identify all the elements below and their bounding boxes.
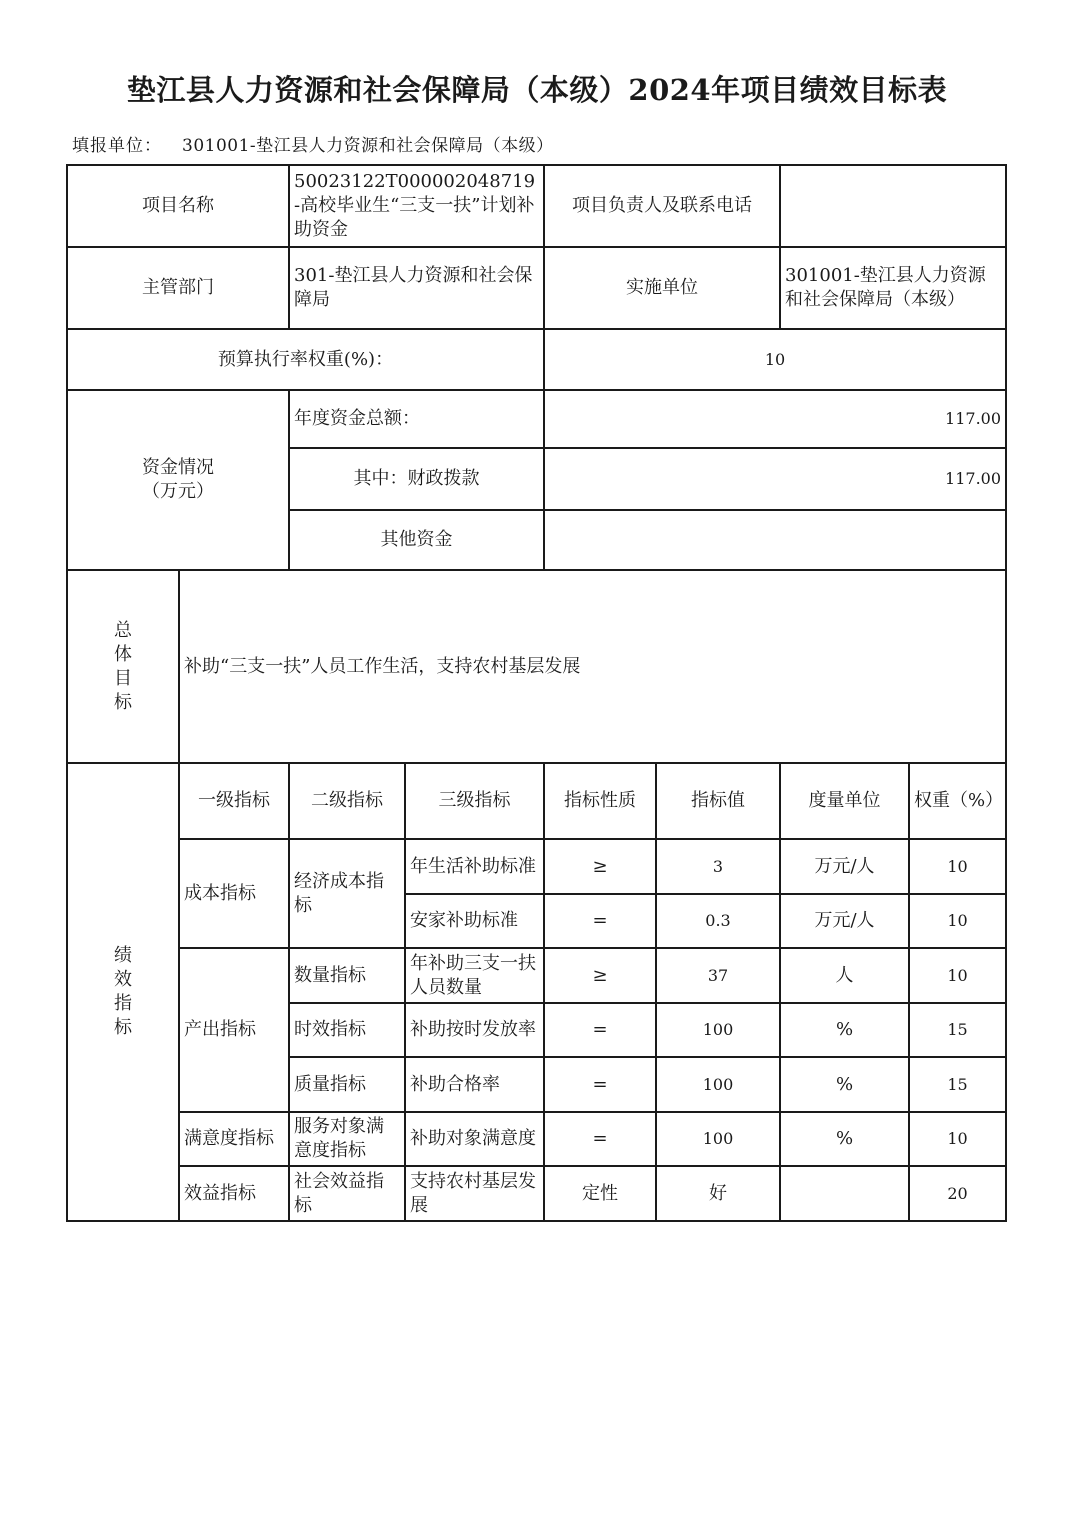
header-level3: 三级指标 — [405, 763, 544, 839]
department-row — [67, 247, 1006, 329]
level3-cell: 安家补助标准 — [405, 894, 544, 948]
budget-rate-row — [67, 329, 1006, 390]
unit-cell: 万元/人 — [780, 894, 909, 948]
value-cell: 100 — [656, 1112, 780, 1166]
overall-goal-text: 补助“三支一扶”人员工作生活，支持农村基层发展 — [179, 570, 1006, 763]
funds-other-value — [544, 510, 1006, 570]
level3-cell: 年补助三支一扶人员数量 — [405, 948, 544, 1003]
level3-cell: 支持农村基层发展 — [405, 1166, 544, 1221]
budget-rate-label: 预算执行率权重(%)： — [67, 329, 544, 390]
budget-rate-value: 10 — [544, 329, 1006, 390]
funds-total-row — [67, 390, 1006, 448]
level2-cell: 社会效益指标 — [289, 1166, 405, 1221]
group-output: 产出指标 — [179, 948, 289, 1112]
indicator-header-row — [67, 763, 1006, 839]
contact-label: 项目负责人及联系电话 — [544, 165, 780, 247]
header-nature: 指标性质 — [544, 763, 656, 839]
dept-value: 301-垫江县人力资源和社会保障局 — [289, 247, 544, 329]
impl-value: 301001-垫江县人力资源和社会保障局（本级） — [780, 247, 1006, 329]
table-row — [67, 1112, 1006, 1166]
weight-cell: 10 — [909, 1112, 1006, 1166]
level3-cell: 补助合格率 — [405, 1057, 544, 1112]
header-level2: 二级指标 — [289, 763, 405, 839]
weight-cell: 15 — [909, 1057, 1006, 1112]
fill-unit-value: 301001-垫江县人力资源和社会保障局（本级） — [182, 136, 554, 156]
performance-indicator-label — [67, 763, 179, 1221]
level2-cell: 服务对象满意度指标 — [289, 1112, 405, 1166]
level2-cell: 时效指标 — [289, 1003, 405, 1057]
table-row — [67, 1166, 1006, 1221]
funds-other-label: 其他资金 — [289, 510, 544, 570]
fill-unit — [72, 131, 554, 156]
goal-label-char: 体 — [114, 643, 132, 665]
funds-label — [67, 390, 289, 570]
nature-cell: 定性 — [544, 1166, 656, 1221]
unit-cell: % — [780, 1003, 909, 1057]
project-name-row — [67, 165, 1006, 247]
header-level1: 一级指标 — [179, 763, 289, 839]
nature-cell: ≥ — [544, 839, 656, 894]
header-value: 指标值 — [656, 763, 780, 839]
dept-label: 主管部门 — [67, 247, 289, 329]
funds-fiscal-value: 117.00 — [544, 448, 1006, 510]
group-cost: 成本指标 — [179, 839, 289, 948]
value-cell: 100 — [656, 1057, 780, 1112]
level2-cell: 质量指标 — [289, 1057, 405, 1112]
nature-cell: = — [544, 1003, 656, 1057]
level3-cell: 补助按时发放率 — [405, 1003, 544, 1057]
indicator-label-char: 指 — [114, 993, 132, 1014]
level3-cell: 补助对象满意度 — [405, 1112, 544, 1166]
goal-label-char: 目 — [114, 667, 132, 689]
indicator-label-char: 标 — [114, 1017, 132, 1038]
funds-total-value: 117.00 — [544, 390, 1006, 448]
fill-unit-label: 填报单位： — [72, 136, 162, 156]
group-benefit: 效益指标 — [179, 1166, 289, 1221]
indicator-label-char: 效 — [114, 969, 132, 990]
weight-cell: 15 — [909, 1003, 1006, 1057]
weight-cell: 10 — [909, 839, 1006, 894]
unit-cell: % — [780, 1112, 909, 1166]
value-cell: 3 — [656, 839, 780, 894]
nature-cell: = — [544, 1057, 656, 1112]
overall-goal-label — [67, 570, 179, 763]
funds-total-label: 年度资金总额： — [289, 390, 544, 448]
header-weight: 权重（%） — [909, 763, 1006, 839]
nature-cell: ≥ — [544, 948, 656, 1003]
goal-label-char: 标 — [114, 691, 132, 713]
level2-cell: 数量指标 — [289, 948, 405, 1003]
impl-label: 实施单位 — [544, 247, 780, 329]
funds-label-line1: 资金情况 — [142, 457, 214, 478]
weight-cell: 10 — [909, 948, 1006, 1003]
table-row — [67, 948, 1006, 1003]
weight-cell: 20 — [909, 1166, 1006, 1221]
group-satisfaction: 满意度指标 — [179, 1112, 289, 1166]
overall-goal-row — [67, 570, 1006, 763]
page-title: 垫江县人力资源和社会保障局（本级）2024年项目绩效目标表 — [126, 73, 948, 107]
indicator-label-char: 绩 — [114, 945, 132, 966]
funds-label-line2: （万元） — [142, 481, 214, 502]
unit-cell — [780, 1166, 909, 1221]
value-cell: 37 — [656, 948, 780, 1003]
value-cell: 0.3 — [656, 894, 780, 948]
funds-fiscal-label: 其中：财政拨款 — [289, 448, 544, 510]
weight-cell: 10 — [909, 894, 1006, 948]
contact-value — [780, 165, 1006, 247]
level3-cell: 年生活补助标准 — [405, 839, 544, 894]
unit-cell: % — [780, 1057, 909, 1112]
value-cell: 好 — [656, 1166, 780, 1221]
table-row — [67, 839, 1006, 894]
unit-cell: 万元/人 — [780, 839, 909, 894]
performance-target-table — [66, 164, 1007, 1222]
header-unit: 度量单位 — [780, 763, 909, 839]
nature-cell: = — [544, 894, 656, 948]
unit-cell: 人 — [780, 948, 909, 1003]
nature-cell: = — [544, 1112, 656, 1166]
project-name-label: 项目名称 — [67, 165, 289, 247]
project-name-value: 50023122T000002048719-高校毕业生“三支一扶”计划补助资金 — [289, 165, 544, 247]
goal-label-char: 总 — [114, 619, 132, 641]
value-cell: 100 — [656, 1003, 780, 1057]
level2-cell: 经济成本指标 — [289, 839, 405, 948]
